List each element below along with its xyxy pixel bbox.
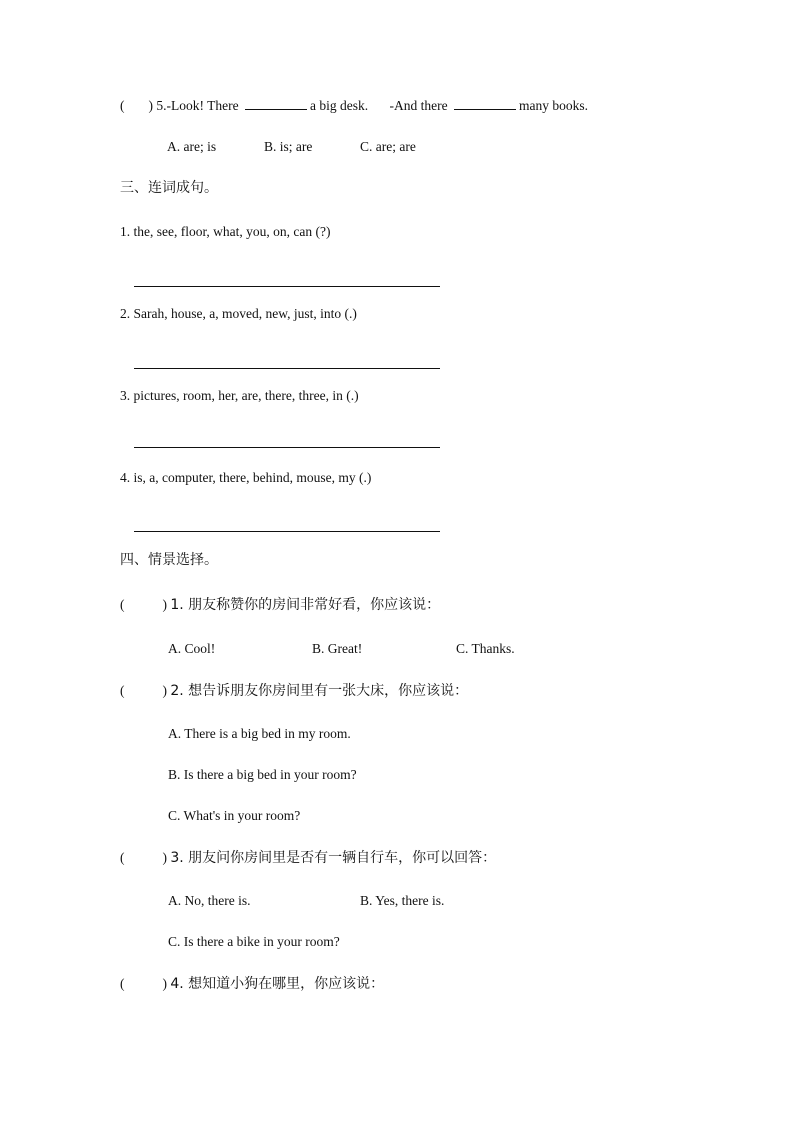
q5-option-a[interactable]: A. are; is bbox=[167, 139, 217, 154]
section3-answer-line-3[interactable] bbox=[134, 447, 440, 448]
s4-q1-option-c[interactable]: C. Thanks. bbox=[456, 641, 515, 656]
q5-text-2: a big desk. bbox=[309, 98, 369, 113]
q5-text-4: many books. bbox=[518, 98, 588, 113]
section4-title: 四、情景选择。 bbox=[120, 552, 218, 568]
q5-text-1: -Look! There bbox=[166, 98, 239, 113]
s4-q3-line bbox=[120, 849, 496, 867]
section3-item-3: 3. pictures, room, her, are, there, three, in (.) bbox=[120, 388, 359, 403]
s4-q2-text: 2. 想告诉朋友你房间里有一张大床，你应该说： bbox=[170, 683, 469, 699]
s4-q3-option-b[interactable]: B. Yes, there is. bbox=[360, 893, 445, 908]
s4-q3-paren-close: ) bbox=[162, 850, 167, 865]
s4-q1-paren-close: ) bbox=[162, 597, 167, 612]
s4-q1-line bbox=[120, 596, 440, 614]
s4-q2-option-c[interactable]: C. What's in your room? bbox=[168, 808, 301, 823]
s4-q4-paren-close: ) bbox=[162, 976, 167, 991]
q5-paren-close: ) bbox=[148, 98, 153, 113]
s4-q4-text: 4. 想知道小狗在哪里，你应该说： bbox=[170, 976, 385, 992]
s4-q2-paren-close: ) bbox=[162, 683, 167, 698]
section3-answer-line-2[interactable] bbox=[134, 368, 440, 369]
q5-option-c[interactable]: C. are; are bbox=[360, 139, 416, 154]
s4-q1-option-b[interactable]: B. Great! bbox=[312, 641, 363, 656]
s4-q2-option-a[interactable]: A. There is a big bed in my room. bbox=[168, 726, 351, 741]
q5-line bbox=[120, 97, 588, 115]
s4-q2-paren-open: ( bbox=[120, 683, 125, 698]
s4-q3-paren-open: ( bbox=[120, 850, 125, 865]
s4-q1-text: 1. 朋友称赞你的房间非常好看，你应该说： bbox=[170, 597, 441, 613]
q5-number: 5. bbox=[156, 98, 167, 113]
q5-blank-1[interactable] bbox=[245, 97, 307, 110]
section3-answer-line-1[interactable] bbox=[134, 286, 440, 287]
s4-q1-option-a[interactable]: A. Cool! bbox=[168, 641, 216, 656]
section3-item-4: 4. is, a, computer, there, behind, mouse, my (.) bbox=[120, 470, 372, 485]
s4-q3-text: 3. 朋友问你房间里是否有一辆自行车，你可以回答： bbox=[170, 850, 497, 866]
section3-item-2: 2. Sarah, house, a, moved, new, just, into (.) bbox=[120, 306, 357, 321]
s4-q4-paren-open: ( bbox=[120, 976, 125, 991]
s4-q3-option-a[interactable]: A. No, there is. bbox=[168, 893, 251, 908]
section3-item-1: 1. the, see, floor, what, you, on, can (?) bbox=[120, 224, 331, 239]
section3-title: 三、连词成句。 bbox=[120, 180, 218, 196]
q5-blank-2[interactable] bbox=[454, 97, 516, 110]
section3-answer-line-4[interactable] bbox=[134, 531, 440, 532]
q5-paren-open: ( bbox=[120, 98, 125, 113]
s4-q2-option-b[interactable]: B. Is there a big bed in your room? bbox=[168, 767, 357, 782]
s4-q2-line bbox=[120, 682, 468, 700]
q5-option-b[interactable]: B. is; are bbox=[264, 139, 313, 154]
q5-text-3: -And there bbox=[389, 98, 448, 113]
s4-q3-option-c[interactable]: C. Is there a bike in your room? bbox=[168, 934, 340, 949]
s4-q4-line bbox=[120, 975, 384, 993]
s4-q1-paren-open: ( bbox=[120, 597, 125, 612]
